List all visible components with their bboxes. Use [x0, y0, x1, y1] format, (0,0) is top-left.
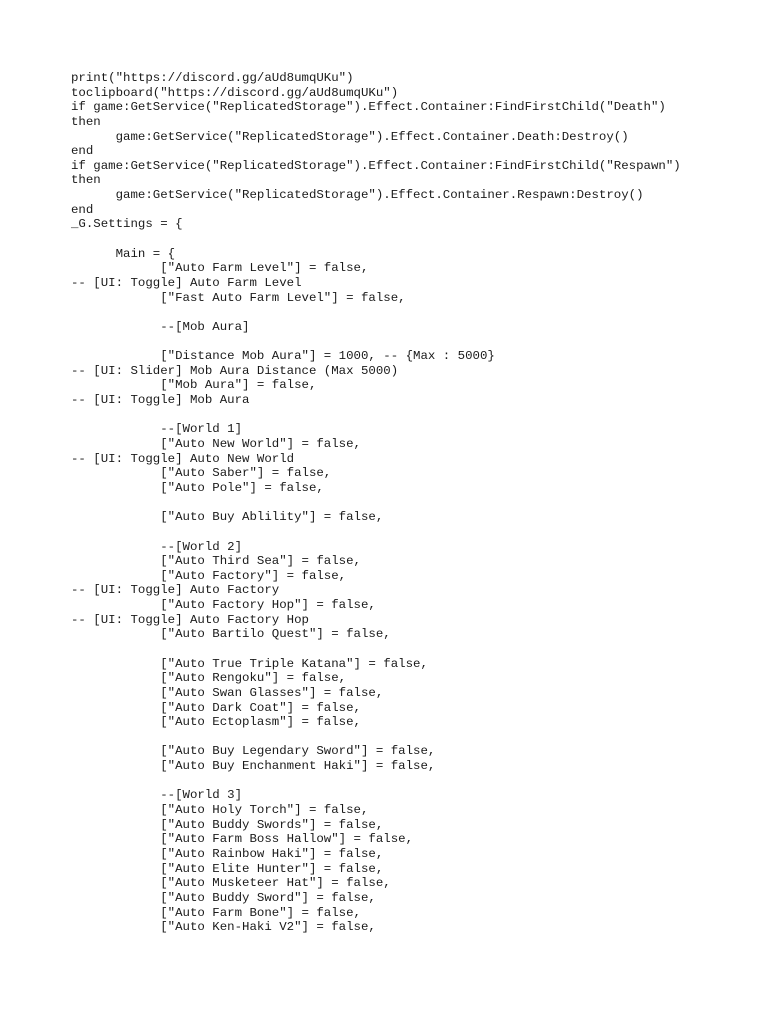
code-line: then [71, 173, 101, 188]
code-line: ["Auto Buddy Swords"] = false, [71, 817, 384, 832]
code-line: ["Auto Buy Enchanment Haki"] = false, [71, 759, 436, 774]
code-line: ["Auto Factory"] = false, [71, 568, 347, 583]
code-line: end [71, 144, 94, 159]
code-line: then [71, 114, 101, 129]
code-line: ["Auto Swan Glasses"] = false, [71, 685, 384, 700]
code-line: ["Auto Rengoku"] = false, [71, 671, 347, 686]
code-line [71, 730, 681, 745]
code-line [71, 525, 681, 540]
code-line: --[World 2] [71, 539, 243, 554]
code-line: ["Auto Rainbow Haki"] = false, [71, 846, 384, 861]
code-line: -- [UI: Slider] Mob Aura Distance (Max 5000) [71, 363, 399, 378]
code-line: Main = { [71, 246, 176, 261]
code-line: ["Auto Buddy Sword"] = false, [71, 890, 376, 905]
code-line [71, 305, 681, 320]
code-line: ["Auto Bartilo Quest"] = false, [71, 627, 391, 642]
code-line [71, 408, 681, 423]
code-line: ["Auto Holy Torch"] = false, [71, 803, 369, 818]
code-line: ["Auto Saber"] = false, [71, 466, 332, 481]
code-line [71, 232, 681, 247]
code-line: ["Mob Aura"] = false, [71, 378, 317, 393]
code-line: ["Auto Farm Bone"] = false, [71, 905, 361, 920]
code-line [71, 496, 681, 511]
code-line: ["Auto Elite Hunter"] = false, [71, 861, 384, 876]
code-line: ["Auto Buy Legendary Sword"] = false, [71, 744, 436, 759]
code-line: ["Fast Auto Farm Level"] = false, [71, 290, 406, 305]
code-line: -- [UI: Toggle] Auto Factory Hop [71, 612, 309, 627]
code-block [71, 71, 681, 935]
code-line: ["Auto True Triple Katana"] = false, [71, 656, 428, 671]
code-line: -- [UI: Toggle] Auto Factory [71, 583, 280, 598]
code-line: game:GetService("ReplicatedStorage").Effect.Container.Death:Destroy() [71, 129, 629, 144]
code-line: -- [UI: Toggle] Mob Aura [71, 393, 250, 408]
code-line: if game:GetService("ReplicatedStorage").Effect.Container:FindFirstChild("Death") [71, 100, 666, 115]
code-line: ["Auto Buy Ablility"] = false, [71, 510, 384, 525]
code-line: ["Auto Ectoplasm"] = false, [71, 715, 361, 730]
code-line: ["Auto Dark Coat"] = false, [71, 700, 361, 715]
code-line: _G.Settings = { [71, 217, 183, 232]
code-line: end [71, 202, 94, 217]
code-line: print("https://discord.gg/aUd8umqUKu") [71, 71, 354, 85]
code-line: ["Distance Mob Aura"] = 1000, -- {Max : 5000} [71, 349, 495, 364]
code-line [71, 774, 681, 789]
code-line: ["Auto Musketeer Hat"] = false, [71, 876, 391, 891]
code-line: ["Auto Factory Hop"] = false, [71, 598, 376, 613]
code-line: if game:GetService("ReplicatedStorage").Effect.Container:FindFirstChild("Respawn") [71, 158, 681, 173]
code-line: toclipboard("https://discord.gg/aUd8umqUKu") [71, 85, 399, 100]
code-line: ["Auto Third Sea"] = false, [71, 554, 361, 569]
code-line: ["Auto New World"] = false, [71, 437, 361, 452]
code-line: -- [UI: Toggle] Auto New World [71, 451, 295, 466]
code-line: ["Auto Farm Boss Hallow"] = false, [71, 832, 414, 847]
code-line: --[World 3] [71, 788, 243, 803]
code-line [71, 335, 681, 350]
code-line: game:GetService("ReplicatedStorage").Effect.Container.Respawn:Destroy() [71, 188, 644, 203]
code-line: --[Mob Aura] [71, 319, 250, 334]
code-line: ["Auto Pole"] = false, [71, 480, 324, 495]
code-line: --[World 1] [71, 422, 243, 437]
code-line: -- [UI: Toggle] Auto Farm Level [71, 275, 302, 290]
code-line: ["Auto Ken-Haki V2"] = false, [71, 920, 376, 935]
code-line: ["Auto Farm Level"] = false, [71, 261, 369, 276]
code-line [71, 642, 681, 657]
